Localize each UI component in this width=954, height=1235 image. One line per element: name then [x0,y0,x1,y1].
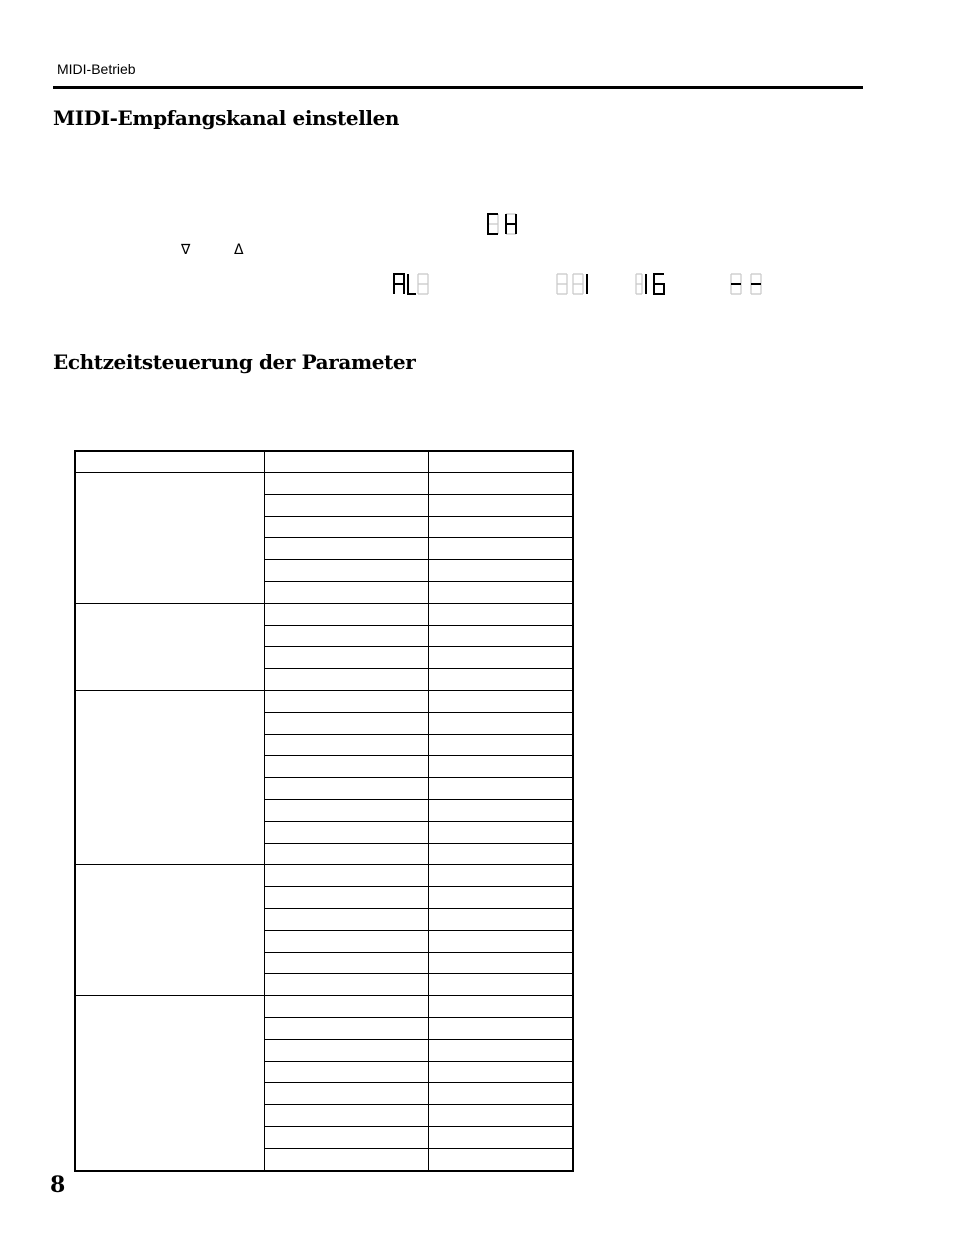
lcd-text-ch: CH [486,212,488,213]
table-cell [428,908,573,930]
table-cell [264,756,428,778]
lcd-text-16: 16 [634,272,636,273]
table-cell [428,669,573,691]
table-group-cell [75,996,264,1171]
table-cell [264,581,428,603]
table-cell [428,1039,573,1061]
table-group-cell [75,865,264,996]
lcd-text-1: 1 [555,272,556,273]
header-rule [53,86,863,89]
table-cell [264,603,428,625]
table-row [75,690,573,712]
section-title-midi-channel: MIDI-Empfangskanal einstellen [53,106,400,130]
table-cell [264,908,428,930]
table-cell [428,712,573,734]
table-cell [264,625,428,647]
lcd-display-16 [634,272,674,296]
parameter-table [74,450,574,1172]
table-row [75,473,573,495]
table-group-cell [75,473,264,604]
table-cell [428,974,573,996]
parameter-table-body [75,451,573,1171]
table-cell [428,843,573,865]
table-cell [428,778,573,800]
table-cell [428,560,573,582]
table-header-cell [428,451,573,473]
table-group-cell [75,690,264,864]
table-cell [428,538,573,560]
table-cell [264,821,428,843]
table-cell [264,1148,428,1170]
lcd-display-off [729,272,769,296]
table-cell [264,996,428,1018]
table-cell [264,560,428,582]
table-group-cell [75,603,264,690]
table-cell [264,930,428,952]
table-cell [264,494,428,516]
table-cell [264,712,428,734]
table-cell [428,494,573,516]
table-cell [264,974,428,996]
table-cell [264,690,428,712]
table-cell [428,690,573,712]
table-cell [264,669,428,691]
table-cell [428,756,573,778]
table-cell [264,1039,428,1061]
lcd-text-off: -- [729,272,730,273]
table-cell [428,996,573,1018]
lcd-display-1 [555,272,595,296]
table-cell [428,1126,573,1148]
table-row [75,996,573,1018]
table-cell [264,1017,428,1039]
table-cell [428,887,573,909]
table-cell [264,952,428,974]
table-header-cell [264,451,428,473]
table-cell [264,799,428,821]
table-cell [264,1126,428,1148]
table-cell [264,538,428,560]
table-cell [428,516,573,538]
table-cell [428,821,573,843]
section-title-realtime-control: Echtzeitsteuerung der Parameter [53,350,416,374]
table-cell [428,734,573,756]
table-cell [264,473,428,495]
table-cell [428,952,573,974]
lcd-display-all [392,272,432,296]
table-row [75,603,573,625]
table-cell [428,625,573,647]
table-cell [428,1061,573,1083]
table-cell [428,930,573,952]
table-cell [428,1017,573,1039]
table-cell [428,647,573,669]
table-cell [428,1105,573,1127]
table-header-cell [75,451,264,473]
up-arrow-icon: Δ [234,242,244,258]
table-cell [428,799,573,821]
table-cell [264,1083,428,1105]
table-cell [264,734,428,756]
table-cell [264,516,428,538]
table-cell [264,887,428,909]
lcd-text-all: AL [392,272,394,273]
table-cell [428,581,573,603]
running-header: MIDI-Betrieb [57,61,136,77]
table-cell [264,1061,428,1083]
page-number: 8 [50,1172,66,1198]
table-row [75,865,573,887]
table-cell [264,778,428,800]
table-cell [428,473,573,495]
table-header-row [75,451,573,473]
table-cell [428,1148,573,1170]
down-arrow-icon: ∇ [181,242,191,258]
table-cell [428,603,573,625]
table-cell [428,865,573,887]
lcd-display-ch [486,212,526,236]
table-cell [264,647,428,669]
table-cell [264,865,428,887]
table-cell [264,843,428,865]
table-cell [264,1105,428,1127]
table-cell [428,1083,573,1105]
